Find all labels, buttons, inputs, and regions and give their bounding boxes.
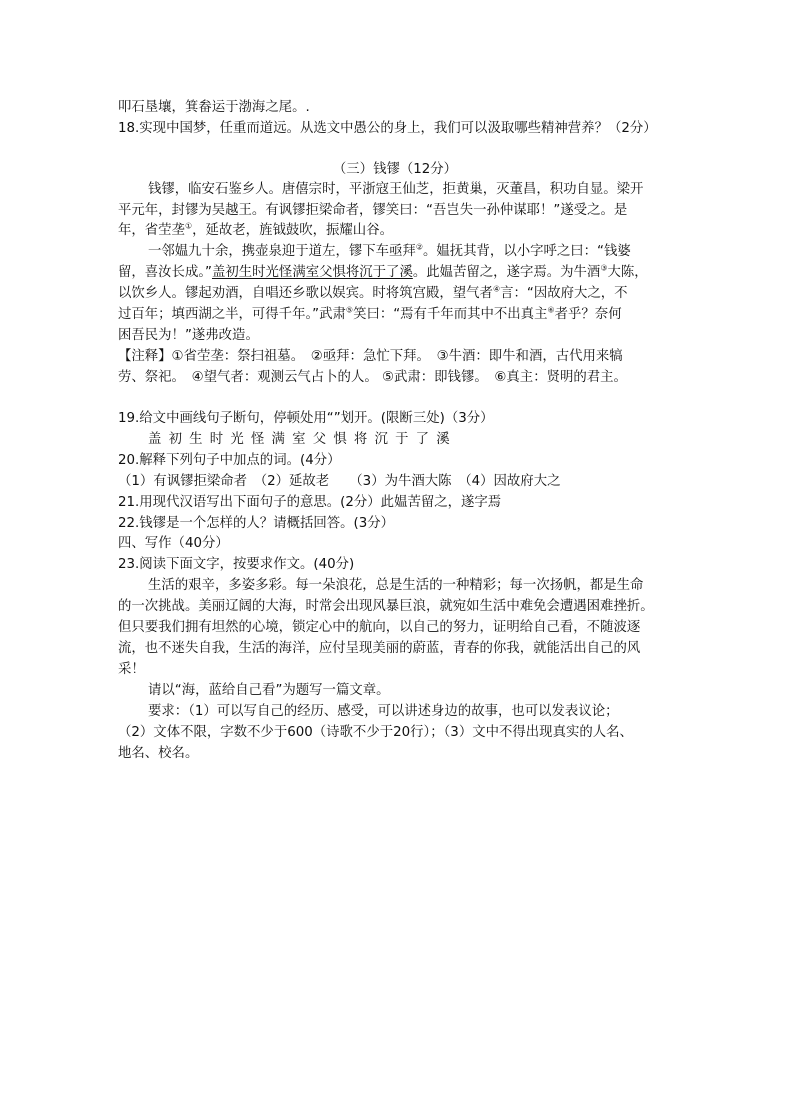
text-segment: 以饮乡人。镠起劝酒，自唱还乡歌以娱宾。时将筑宫殿，望气者 [118,286,493,301]
text-segment: 。媪抚其背，以小字呼之曰：“钱婆 [422,244,631,259]
passage-p2-line3 [118,285,628,303]
text-segment: “因故府大之，不 [526,286,628,301]
text-segment: ，延故老，旌钺鼓吹，振耀山谷。 [192,223,393,238]
question-21: 21.用现代汉语写出下面句子的意思。(2分）此媪苦留之，遂字焉 [118,495,502,510]
passage-p2-line2 [118,264,648,282]
text-segment: 者乎？奈何 [554,307,622,322]
text-segment: 一邻媪九十余，携壶泉迎于道左，镠下车亟拜 [148,244,416,259]
passage-p1-line3 [118,222,393,240]
footnote-mark: ③ [600,263,608,273]
question-19-sentence: 盖初生时光怪满室父惧将沉于了溪 [148,432,457,447]
question-20: 20.解释下列句子中加点的词。(4分） [118,453,341,468]
underlined-sentence: 盖初生时光怪满室父惧将沉于了溪 [211,265,413,280]
passage-p2-line5: 困吾民为！”遂弗改造。 [118,328,259,343]
essay-requirements-line2: （2）文体不限，字数不少于600（诗歌不少于20行）；（3）文中不得出现真实的人名、 [118,725,633,740]
passage-p2-line4 [118,306,622,324]
passage-p1-line2: 平元年，封镠为吴越王。有讽镠拒梁命者，镠笑曰：“吾岂失一孙仲谋耶！”遂受之。是 [118,203,628,218]
text-segment: 过百年；填西湖之半，可得千年。”武肃 [118,307,346,322]
text-segment: 大陈， [607,265,648,280]
text-segment: 年，省茔垄 [118,223,185,238]
notes-line2: 劳、祭祀。 ④望气者：观测云气占卜的人。 ⑤武肃：即钱镠。 ⑥真主：贤明的君主。 [118,370,627,385]
essay-topic: 请以“海，蓝给自己看”为题写一篇文章。 [148,683,390,698]
question-20-items: （1）有讽镠拒梁命者 （2）延故老 （3）为牛酒大陈 （4）因故府大之 [118,474,561,489]
essay-prompt-line2: 的一次挑战。美丽辽阔的大海，时常会出现风暴巨浪，就宛如生活中难免会遭遇困难挫折。 [118,599,654,614]
footnote-mark: ① [184,221,193,231]
question-23: 23.阅读下面文字，按要求作文。(40分) [118,557,355,572]
essay-requirements-line1: 要求：（1）可以写自己的经历、感受，可以讲述身边的故事，也可以发表议论； [148,704,619,719]
essay-prompt-line1: 生活的艰辛，多姿多彩。每一朵浪花，总是生活的一种精彩；每一次扬帆，都是生命 [148,578,644,593]
line-poem-fragment: 叩石垦壤，箕畚运于渤海之尾。. [118,100,310,115]
footnote-mark: ② [415,242,423,252]
passage-p1-line1: 钱镠，临安石鉴乡人。唐僖宗时，平浙寇王仙芝，拒黄巢，灭董昌，积功自显。梁开 [148,182,644,197]
notes-line1: 【注释】①省茔垄：祭扫祖墓。 ②亟拜：急忙下拜。 ③牛酒：即牛和酒，古代用来犒 [118,349,623,364]
essay-prompt-line5: 采！ [118,662,145,677]
question-19: 19.给文中画线句子断句，停顿处用“”划开。(限断三处)（3分） [118,411,494,426]
question-18: 18.实现中国梦，任重而道远。从选文中愚公的身上，我们可以汲取哪些精神营养？（2分） [118,121,657,136]
text-segment: 。此媪苦留之，遂字焉。为牛酒 [412,265,601,280]
text-segment: 言： [500,286,527,301]
section-title: （三）钱镠（12分） [332,162,458,177]
footnote-mark: ④ [492,284,501,294]
essay-prompt-line3: 但只要我们拥有坦然的心境，锁定心中的航向，以自己的努力，证明给自己看，不随波逐 [118,620,641,635]
footnote-mark: ⑥ [547,305,555,315]
footnote-mark: ⑤ [345,305,354,315]
essay-requirements-line3: 地名、校名。 [118,746,199,761]
essay-prompt-line4: 流，也不迷失自我，生活的海洋，应付呈现美丽的蔚蓝，青春的你我，就能活出自己的风 [118,641,641,656]
passage-p2-line1 [148,243,631,261]
text-segment: 笑曰：“焉有千年而其中不出真主 [353,307,548,322]
section-4-heading: 四、写作（40分） [118,536,229,551]
question-22: 22.钱镠是一个怎样的人？请概括回答。(3分） [118,516,395,531]
text-segment: 留，喜汝长成。” [118,265,212,280]
